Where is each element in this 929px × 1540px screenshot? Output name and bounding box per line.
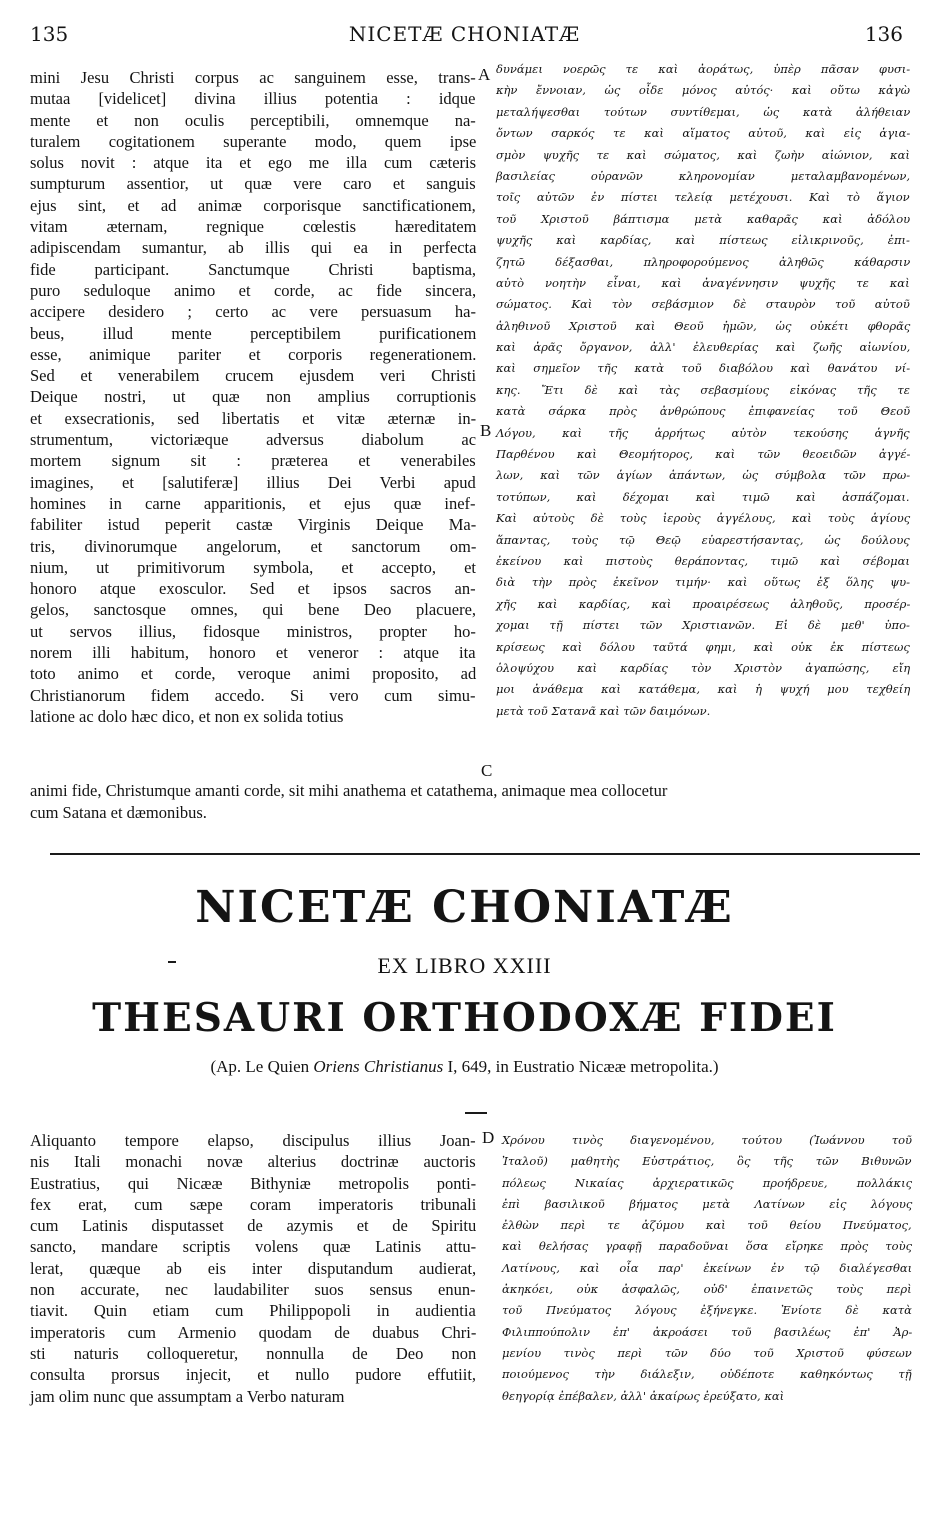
latin-text-line: cum Latinis disputasset de azymis et de Spiritu bbox=[30, 1216, 477, 1236]
note-italic-title: Oriens Christianus bbox=[313, 1057, 444, 1076]
greek-text-line: χῆς καὶ καρδίας, καὶ προαιρέσεως ἀληθοῦς, προσέρ- bbox=[496, 596, 911, 611]
greek-text-line: τοῦ Χριστοῦ βάπτισμα μετὰ καθαρᾶς καὶ ἀδόλου bbox=[496, 211, 911, 226]
greek-text-line: σμὸν ψυχῆς τε καὶ σώματος, καὶ ζωὴν αἰώνιον, καὶ bbox=[496, 147, 910, 162]
greek-text-line: μεταλήψεσθαι τούτων συντίθεμαι, ὡς κατὰ ἀλήθειαν bbox=[496, 104, 911, 119]
latin-text-line: animi fide, Christumque amanti corde, sit mihi anathema et catathema, animaque mea collocetur bbox=[30, 781, 668, 800]
latin-text-line: ut servos illius, fidosque ministros, propter ho- bbox=[30, 621, 476, 641]
note-suffix: I, 649, in Eustratio Nicææ metropolita.) bbox=[447, 1057, 719, 1076]
latin-text-line: honoro atque exosculor. Sed et ipsos sacros an- bbox=[30, 579, 476, 599]
latin-text-line: jam olim nunc que assumptam a Verbo naturam bbox=[30, 1386, 345, 1406]
latin-text-line: homines in carne apparitionis, et ejus quæ inef- bbox=[30, 493, 476, 513]
greek-text-line: ὁλοψύχου καὶ καρδίας τὸν Χριστὸν ἀγαπώσης, εἴη bbox=[496, 660, 911, 675]
section1-greek-column bbox=[496, 59, 910, 722]
note-prefix: (Ap. Le Quien bbox=[210, 1057, 310, 1076]
latin-text-line: esse, animique pariter et corporis regenerationem. bbox=[30, 344, 477, 364]
greek-text-line: κης. Ἔτι δὲ καὶ τὰς σεβασμίους εἰκόνας τῆς τε bbox=[496, 382, 910, 397]
section1-latin-column bbox=[30, 67, 476, 727]
short-rule bbox=[465, 1112, 487, 1114]
greek-text-line: διὰ τὴν πρὸς ἐκεῖνον τιμήν· καὶ οὕτως ἐξ ὅλης ψυ- bbox=[496, 575, 911, 590]
greek-text-line: ἀκηκόει, οὐκ ἀσφαλῶς, οὐδ' ἐπαινετῶς τοὺς περὶ bbox=[502, 1282, 912, 1297]
greek-text-line: Καὶ αὐτοὺς δὲ τοὺς ἱεροὺς ἀγγέλους, καὶ τοὺς ἁγίους bbox=[496, 511, 911, 526]
section2-title: NICETÆ CHONIATÆ bbox=[195, 882, 734, 933]
latin-text-line: Eustratius, qui Nicææ Bithyniæ metropolis ponti- bbox=[30, 1173, 477, 1193]
greek-text-line: Χρόνου τινὸς διαγενομένου, τούτου (Ἰωάννου τοῦ bbox=[502, 1133, 912, 1147]
greek-text-line: καὶ θελήσας γραφῇ παραδοῦναι ὅσα εἴρηκε πρὸς τοὺς bbox=[502, 1239, 913, 1254]
latin-text-line: Deique nostri, ut quæ non amplius corruptionis bbox=[30, 387, 477, 407]
greek-text-line: Λόγου, καὶ τῆς ἀρρήτως αὐτὸν τεκούσης ἁγνῆς bbox=[496, 425, 910, 440]
section2-source-note bbox=[0, 1057, 929, 1077]
latin-text-line: lerat, quæque ab eis inter disputandum audierat, bbox=[30, 1258, 477, 1278]
greek-text-line: ἅπαντας, τοὺς τῷ Θεῷ εὐαρεστήσαντας, ὡς δούλους bbox=[496, 532, 910, 547]
latin-text-line: sumpturum assentior, ut quæ vere caro et sanguis bbox=[30, 174, 476, 194]
latin-text-line: sancto, mandare scriptis volens quæ Latinis attu- bbox=[30, 1237, 477, 1257]
greek-text-line: Φιλιππούπολιν ἐπ' ἀκροάσει τοῦ βασιλέως ἐπ' Ἀρ- bbox=[502, 1324, 913, 1339]
greek-text-line: μετὰ τοῦ Σατανᾶ καὶ τῶν δαιμόνων. bbox=[496, 703, 711, 718]
greek-text-line: μενίου τινὸς περὶ τῶν δύο τοῦ Χριστοῦ φύσεων bbox=[502, 1345, 912, 1360]
greek-text-line: δυνάμει νοερῶς τε καὶ ἀοράτως, ὑπὲρ πᾶσαν φυσι- bbox=[496, 62, 911, 76]
greek-text-line: ψυχῆς καὶ καρδίας, καὶ πίστεως εἰλικρινοῦς, ἐπι- bbox=[496, 233, 910, 248]
latin-text-line: tris, divinorumque angelorum, et sanctorum om- bbox=[30, 536, 477, 556]
greek-text-line: σώματος. Καὶ τὸν σεβάσμιον δὲ σταυρὸν τοῦ αὐτοῦ bbox=[496, 297, 910, 312]
latin-text-line: strumentum, victoriæque adversus diabolum ac bbox=[30, 430, 477, 450]
greek-text-line: πόλεως Νικαίας ἀρχιερατικῶς προήδρευε, πολλάκις bbox=[502, 1175, 913, 1190]
latin-text-line: imagines, et [salutiferæ] illius Dei Verbi apud bbox=[30, 472, 476, 492]
latin-text-line: puro seduloque animo et corde, ac fide sincera, bbox=[30, 280, 477, 300]
margin-marker-c: C bbox=[481, 761, 493, 780]
latin-text-line: tiavit. Quin etiam cum Philippopoli in audientia bbox=[30, 1301, 476, 1321]
greek-text-line: χομαι τῇ πίστει τῶν Χριστιανῶν. Εἰ δὲ μεθ' ὑπο- bbox=[496, 618, 910, 633]
greek-text-line: ὄντων σαρκός τε καὶ αἵματος αὐτοῦ, καὶ εἰς ἁγια- bbox=[496, 126, 911, 141]
latin-text-line: mortem signum sit : præterea et venerabiles bbox=[30, 451, 476, 471]
latin-text-line: solus novit : atque ita et ego me illa cum cæteris bbox=[30, 153, 477, 173]
greek-text-line: τοτύπων, καὶ δέχομαι καὶ τιμῶ καὶ ἀσπάζομαι. bbox=[496, 489, 910, 504]
greek-text-line: βασιλείας οὐρανῶν κληρονομίαν μεταλαμβανομένων, bbox=[496, 168, 911, 183]
running-title: NICETÆ CHONIATÆ bbox=[348, 22, 581, 46]
greek-text-line: ποιούμενος τὴν διάλεξιν, οὐδέποτε καθηκόντως τῇ bbox=[502, 1367, 912, 1382]
latin-text-line: mutaa [videlicet] divina illius potentia : idque bbox=[30, 89, 476, 109]
greek-text-line: κρίσεως καὶ δόλου ταῦτά φημι, καὶ οὐκ ἐκ πίστεως bbox=[496, 639, 910, 654]
latin-text-line: adipiscendam sumantur, ab illis qui ea in perfecta bbox=[30, 238, 477, 258]
section2-greek-column bbox=[502, 1130, 912, 1407]
greek-text-line: θεηγορίᾳ ἐπέβαλεν, ἀλλ' ἀκαίρως ἐρεύξατο, καὶ bbox=[502, 1388, 785, 1403]
section2-subtitle: EX LIBRO XXIII bbox=[377, 953, 552, 978]
latin-text-line: mini Jesu Christi corpus ac sanguinem esse, trans- bbox=[30, 68, 476, 87]
section-divider bbox=[50, 853, 920, 855]
latin-text-line: Sed et venerabilem crucem ejusdem veri Christi bbox=[30, 366, 477, 386]
latin-text-line: Christianorum fidem accedo. Si vero cum simu- bbox=[30, 685, 476, 705]
latin-text-line: non accurate, nec laudabiliter suos sensus enun- bbox=[30, 1280, 476, 1300]
latin-text-line: imperatoris cum Armenio quodam de duabus Chri- bbox=[30, 1322, 477, 1342]
latin-text-line: fide participant. Sanctumque Christi baptisma, bbox=[30, 259, 477, 279]
latin-text-line: nium, ut primitivorum symbola, et accepto, et bbox=[30, 557, 476, 577]
greek-text-line: καὶ σημεῖον τῆς κατὰ τοῦ διαβόλου καὶ θανάτου νί- bbox=[496, 361, 911, 376]
greek-text-line: κατὰ σάρκα πρὸς ἀνθρώπους ἐπιφανείας τοῦ Θεοῦ bbox=[496, 404, 911, 419]
page-number-left: 135 bbox=[30, 22, 69, 46]
greek-text-line: κὴν ἔννοιαν, ὡς οἶδε μόνος αὐτός· καὶ οὕτω κἀγὼ bbox=[496, 83, 910, 98]
greek-text-line: ἐπὶ βασιλικοῦ βήματος μετὰ Λατίνων εἰς λόγους bbox=[502, 1196, 913, 1211]
greek-text-line: Ἰταλοῦ) μαθητὴς Εὐστράτιος, ὃς τῆς τῶν Βιθυνῶν bbox=[502, 1154, 912, 1169]
latin-text-line: ejus sint, et ad animæ corporisque sanctificationem, bbox=[30, 195, 476, 215]
margin-marker-b: B bbox=[480, 421, 492, 440]
greek-text-line: Παρθένου καὶ Θεομήτορος, καὶ τῶν θεοειδῶν ἀγγέ- bbox=[496, 447, 911, 462]
greek-text-line: ἐκείνου καὶ πιστοὺς θεράποντας, τιμῶ καὶ σέβομαι bbox=[496, 553, 910, 568]
greek-text-line: τοῖς αὐτῶν ἐν πίστει τελείᾳ μετέχουσι. Καὶ τὸ ἅγιον bbox=[496, 190, 910, 205]
greek-text-line: λων, καὶ τῶν ἁγίων ἁπάντων, ὡς σύμβολα τῶν πρω- bbox=[496, 468, 911, 483]
latin-text-line: fex erat, cum sæpe coram imperatoris tribunali bbox=[30, 1194, 477, 1214]
section2-latin-column bbox=[30, 1130, 476, 1407]
page-number-right: 136 bbox=[864, 22, 903, 46]
latin-text-line: Aliquanto tempore elapso, discipulus illius Joan- bbox=[30, 1131, 476, 1150]
greek-text-line: καὶ ἀρᾶς ὄργανον, ἀλλ' ἐλευθερίας καὶ ζωῆς αἰωνίου, bbox=[496, 340, 911, 355]
section2-heading: THESAURI ORTHODOXÆ FIDEI bbox=[92, 995, 837, 1041]
latin-text-line: vitam æternam, regnique cœlestis hæreditatem bbox=[30, 217, 477, 237]
latin-text-line: et exsecrationis, sed libertatis et vitæ æternæ in- bbox=[30, 408, 477, 428]
greek-text-line: μοι ἀνάθεμα καὶ κατάθεμα, καὶ ἡ ψυχή μου τεχθείη bbox=[496, 682, 911, 697]
section1-tail-text bbox=[30, 780, 910, 824]
latin-text-line: turalem cogitationem superante modo, quem ipse bbox=[30, 131, 477, 151]
latin-text-line: nis Itali monachi novæ alterius doctrinæ auctoris bbox=[30, 1152, 476, 1172]
latin-text-line: latione ac dolo hæc dico, et non ex solida totius bbox=[30, 706, 344, 726]
greek-text-line: τοῦ Πνεύματος λόγους ἐξήνεγκε. Ἐνίοτε δὲ κατὰ bbox=[502, 1303, 912, 1318]
margin-marker-d: D bbox=[482, 1128, 495, 1147]
latin-text-line: cum Satana et dæmonibus. bbox=[30, 803, 207, 822]
latin-text-line: accipere desidero ; certo ac vere persuasum ha- bbox=[30, 302, 476, 322]
greek-text-line: ἀληθινοῦ Χριστοῦ καὶ Θεοῦ ἡμῶν, ὡς οὐκέτι φθορᾶς bbox=[496, 318, 911, 333]
greek-text-line: ἐλθὼν περὶ τε ἀζύμου καὶ τοῦ θείου Πνεύματος, bbox=[502, 1218, 912, 1233]
greek-text-line: ζητῶ δέξασθαι, πληροφορούμενος ἀληθῶς κάθαρσιν bbox=[496, 254, 911, 269]
latin-text-line: fabiliter istud peperit castæ Virginis Deique Ma- bbox=[30, 515, 477, 535]
latin-text-line: mente et non oculis perceptibili, omnemque na- bbox=[30, 110, 476, 130]
greek-text-line: αὐτὸ νοητὴν εἶναι, καὶ ἀναγέννησιν ψυχῆς τε καὶ bbox=[496, 275, 910, 290]
latin-text-line: norem illi habitum, honoro et veneror : atque ita bbox=[30, 643, 476, 663]
latin-text-line: gelos, sanctosque omnes, qui bene Deo placuere, bbox=[30, 600, 477, 620]
greek-text-line: Λατίνους, καὶ οἷα παρ' ἐκείνων ἐν τῷ διαλέγεσθαι bbox=[502, 1260, 913, 1275]
latin-text-line: consulta prorsus injecit, et nullo pudore effutiit, bbox=[30, 1365, 477, 1385]
latin-text-line: sti naturis colloqueretur, nonnulla de Deo non bbox=[30, 1343, 477, 1363]
latin-text-line: beus, illud mente perceptibilem purificationem bbox=[30, 323, 477, 343]
latin-text-line: toto animo et corde, veroque animi proposito, ad bbox=[30, 664, 477, 684]
margin-marker-a: A bbox=[478, 65, 491, 84]
